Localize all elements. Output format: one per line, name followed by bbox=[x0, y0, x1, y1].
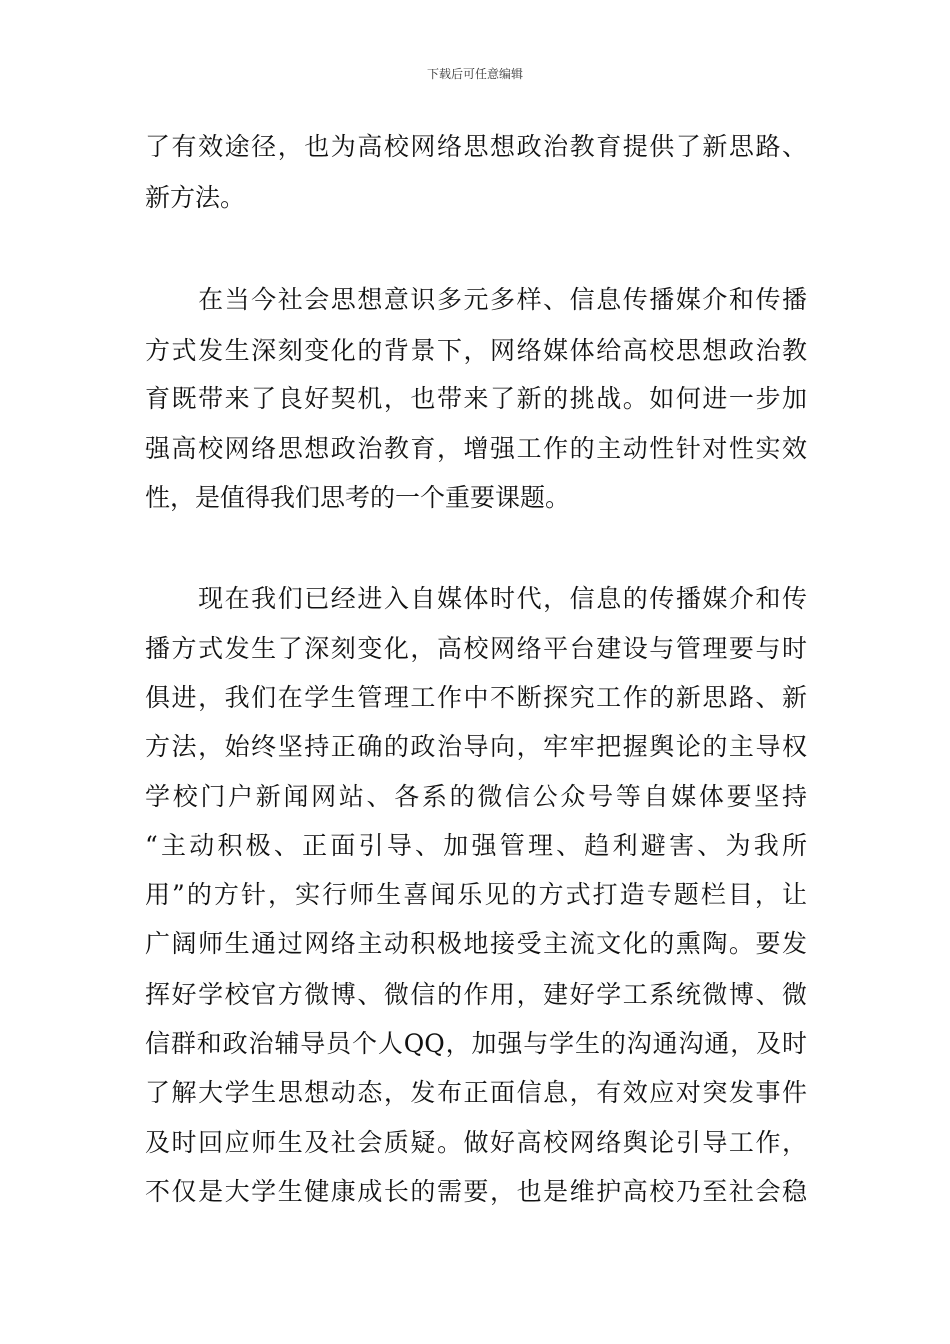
text-line: 方法，始终坚持正确的政治导向，牢牢把握舆论的主导权 bbox=[145, 732, 807, 761]
text-line: 学校门户新闻网站、各系的微信公众号等自媒体要坚持 bbox=[145, 782, 807, 811]
text-line: “主动积极、正面引导、加强管理、趋利避害、为我所 bbox=[145, 831, 807, 860]
text-line: 不仅是大学生健康成长的需要，也是维护高校乃至社会稳 bbox=[145, 1177, 807, 1206]
text-line: 了有效途径，也为高校网络思想政治教育提供了新思路、 bbox=[145, 132, 807, 161]
text-line: 育既带来了良好契机，也带来了新的挑战。如何进一步加 bbox=[145, 384, 807, 413]
text-line: 了解大学生思想动态，发布正面信息，有效应对突发事件 bbox=[145, 1078, 807, 1107]
text-line: 广阔师生通过网络主动积极地接受主流文化的熏陶。要发 bbox=[145, 929, 807, 958]
text-line: 方式发生深刻变化的背景下，网络媒体给高校思想政治教 bbox=[145, 336, 807, 365]
text-line: 在当今社会思想意识多元多样、信息传播媒介和传播 bbox=[145, 285, 807, 314]
text-line: 俱进，我们在学生管理工作中不断探究工作的新思路、新 bbox=[145, 683, 807, 712]
text-line: 现在我们已经进入自媒体时代，信息的传播媒介和传 bbox=[145, 584, 807, 613]
text-line: 性，是值得我们思考的一个重要课题。 bbox=[145, 483, 571, 512]
text-line: 用”的方针，实行师生喜闻乐见的方式打造专题栏目，让 bbox=[145, 880, 807, 909]
text-line: 播方式发生了深刻变化，高校网络平台建设与管理要与时 bbox=[145, 634, 807, 663]
text-line: 信群和政治辅导员个人QQ，加强与学生的沟通沟通，及时 bbox=[145, 1029, 807, 1058]
text-line: 强高校网络思想政治教育，增强工作的主动性针对性实效 bbox=[145, 434, 807, 463]
page-header: 下载后可任意编辑 bbox=[426, 67, 523, 81]
text-line: 及时回应师生及社会质疑。做好高校网络舆论引导工作， bbox=[145, 1128, 807, 1157]
text-line: 新方法。 bbox=[145, 183, 246, 212]
text-line: 挥好学校官方微博、微信的作用，建好学工系统微博、微 bbox=[145, 980, 807, 1009]
